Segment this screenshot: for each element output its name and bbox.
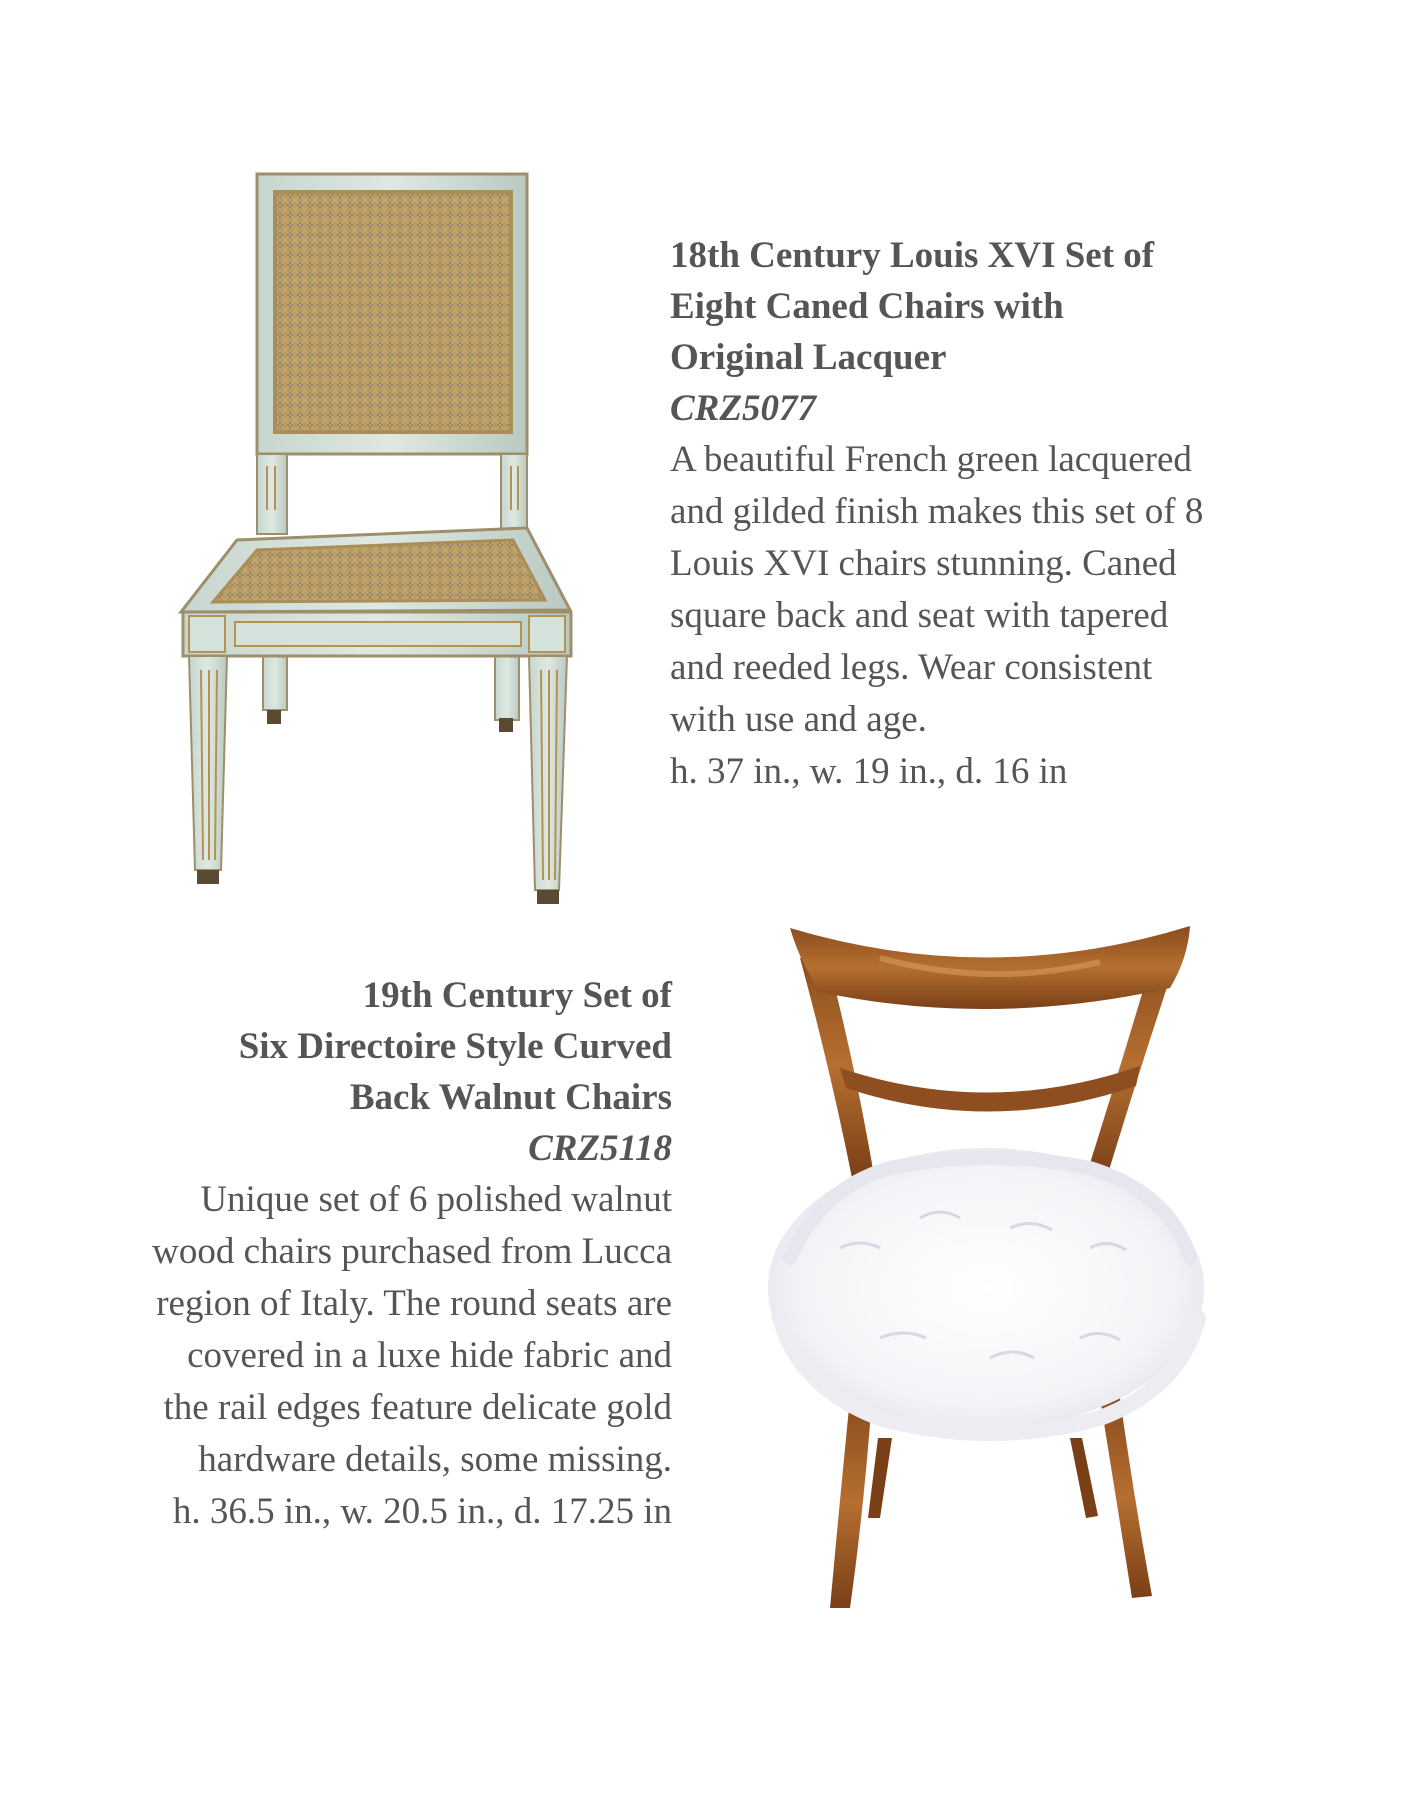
product-info-directoire <box>100 970 672 1538</box>
product-info-louis-xvi <box>670 230 1230 798</box>
product-description: Unique set of 6 polished walnut wood chairs purchased from Lucca region of Italy. The round seats are covered in a luxe hide fabric and the rail edges feature delicate gold hardware details, some missing. <box>152 1179 672 1480</box>
product-sku: CRZ5077 <box>670 388 816 429</box>
product-title: 18th Century Louis XVI Set of Eight Caned Chairs with Original Lacquer <box>670 235 1155 378</box>
product-dimensions: h. 37 in., w. 19 in., d. 16 in <box>670 751 1068 792</box>
product-sku: CRZ5118 <box>528 1128 672 1169</box>
product-description: A beautiful French green lacquered and gilded finish makes this set of 8 Louis XVI chairs stunning. Caned square back and seat with tapered and reeded legs. Wear consistent with use and age. <box>670 439 1204 740</box>
product-title: 19th Century Set of Six Directoire Style Curved Back Walnut Chairs <box>238 975 672 1118</box>
walnut-chair-image <box>760 918 1220 1608</box>
louis-xvi-chair-image <box>175 170 585 910</box>
product-dimensions: h. 36.5 in., w. 20.5 in., d. 17.25 in <box>172 1491 672 1532</box>
